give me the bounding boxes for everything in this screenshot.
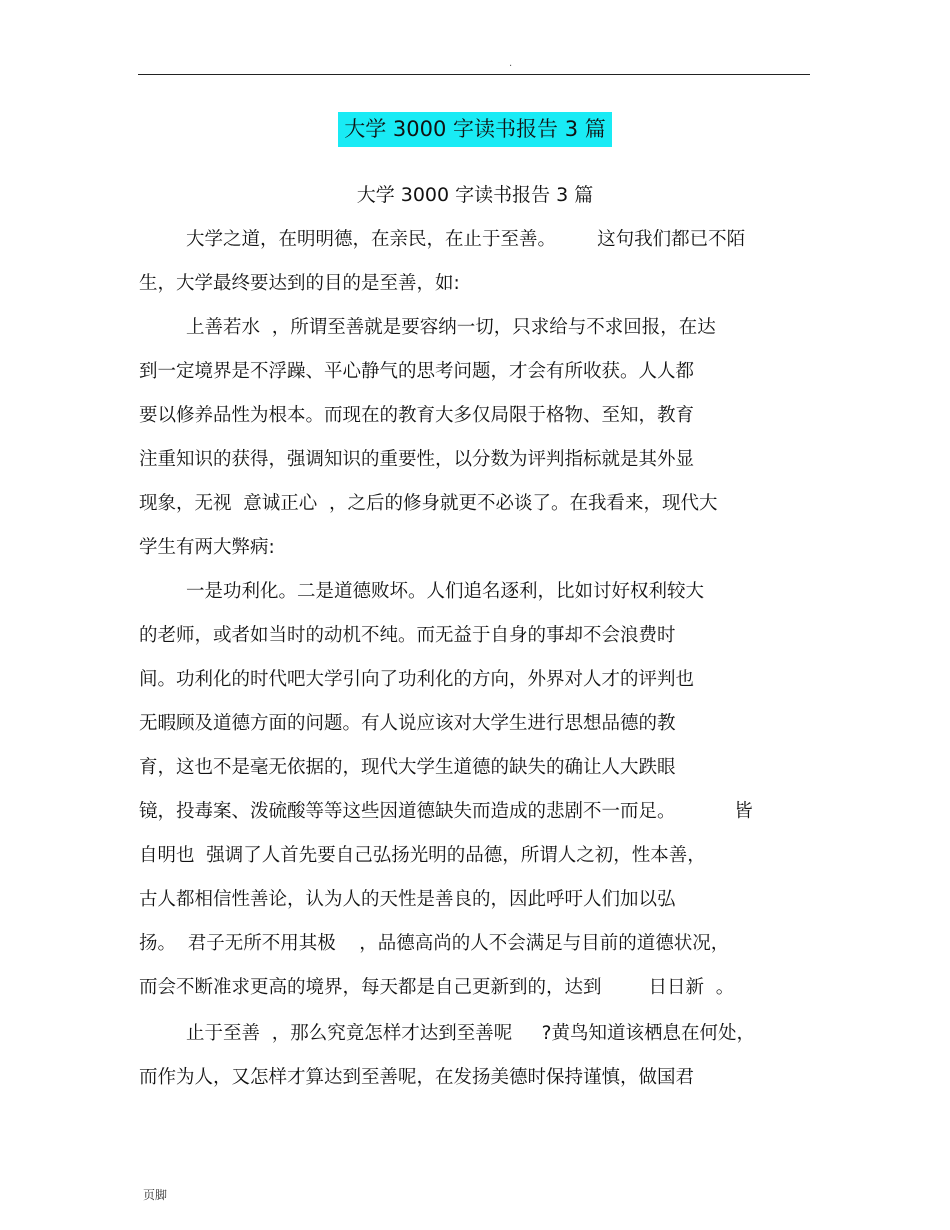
text-line: 注重知识的获得，强调知识的重要性，以分数为评判指标就是其外显 <box>139 449 695 470</box>
text-line: 上善若水 ，所谓至善就是要容纳一切，只求给与不求回报，在达 <box>186 317 716 338</box>
title-highlight: 大学 3000 字读书报告 3 篇 <box>338 112 612 147</box>
text-line: 生，大学最终要达到的目的是至善，如: <box>139 273 460 294</box>
text-line: 扬。 君子无所不用其极 ，品德高尚的人不会满足与目前的道德状况， <box>139 933 730 954</box>
text-line: 自明也 强调了人首先要自己弘扬光明的品德，所谓人之初，性本善， <box>139 845 706 866</box>
text-line: 学生有两大弊病: <box>139 537 275 558</box>
text-line: 镜，投毒案、泼硫酸等等这些因道德缺失而造成的悲剧不一而足。 皆 <box>139 801 753 822</box>
text-line: 而作为人，又怎样才算达到至善呢，在发扬美德时保持谨慎，做国君 <box>139 1067 695 1088</box>
text-line: 要以修养品性为根本。而现在的教育大多仅局限于格物、至知，教育 <box>139 405 695 426</box>
header-rule <box>138 74 810 75</box>
text-line: 古人都相信性善论，认为人的天性是善良的，因此呼吁人们加以弘 <box>139 889 676 910</box>
text-line: 的老师，或者如当时的动机不纯。而无益于自身的事却不会浪费时 <box>139 625 676 646</box>
text-line: 现象，无视 意诚正心 ，之后的修身就更不必谈了。在我看来，现代大 <box>139 493 718 514</box>
document-subtitle: 大学 3000 字读书报告 3 篇 <box>356 184 594 206</box>
text-line: 无暇顾及道德方面的问题。有人说应该对大学生进行思想品德的教 <box>139 713 676 734</box>
text-line: 一是功利化。二是道德败坏。人们追名逐利，比如讨好权利较大 <box>186 581 705 602</box>
text-line: 到一定境界是不浮躁、平心静气的思考问题，才会有所收获。人人都 <box>139 361 695 382</box>
text-line: 间。功利化的时代吧大学引向了功利化的方向，外界对人才的评判也 <box>139 669 695 690</box>
document-title <box>0 112 950 147</box>
page-footer: 页脚 <box>143 1188 168 1202</box>
header-dot: . <box>509 58 513 69</box>
text-line: 而会不断准求更高的境界，每天都是自己更新到的，达到 日日新 。 <box>139 977 735 998</box>
text-line: 止于至善 ，那么究竟怎样才达到至善呢 ?黄鸟知道该栖息在何处， <box>186 1023 755 1044</box>
text-line: 大学之道，在明明德，在亲民，在止于至善。 这句我们都已不陌 <box>186 229 746 250</box>
text-line: 育，这也不是毫无依据的，现代大学生道德的缺失的确让人大跌眼 <box>139 757 676 778</box>
